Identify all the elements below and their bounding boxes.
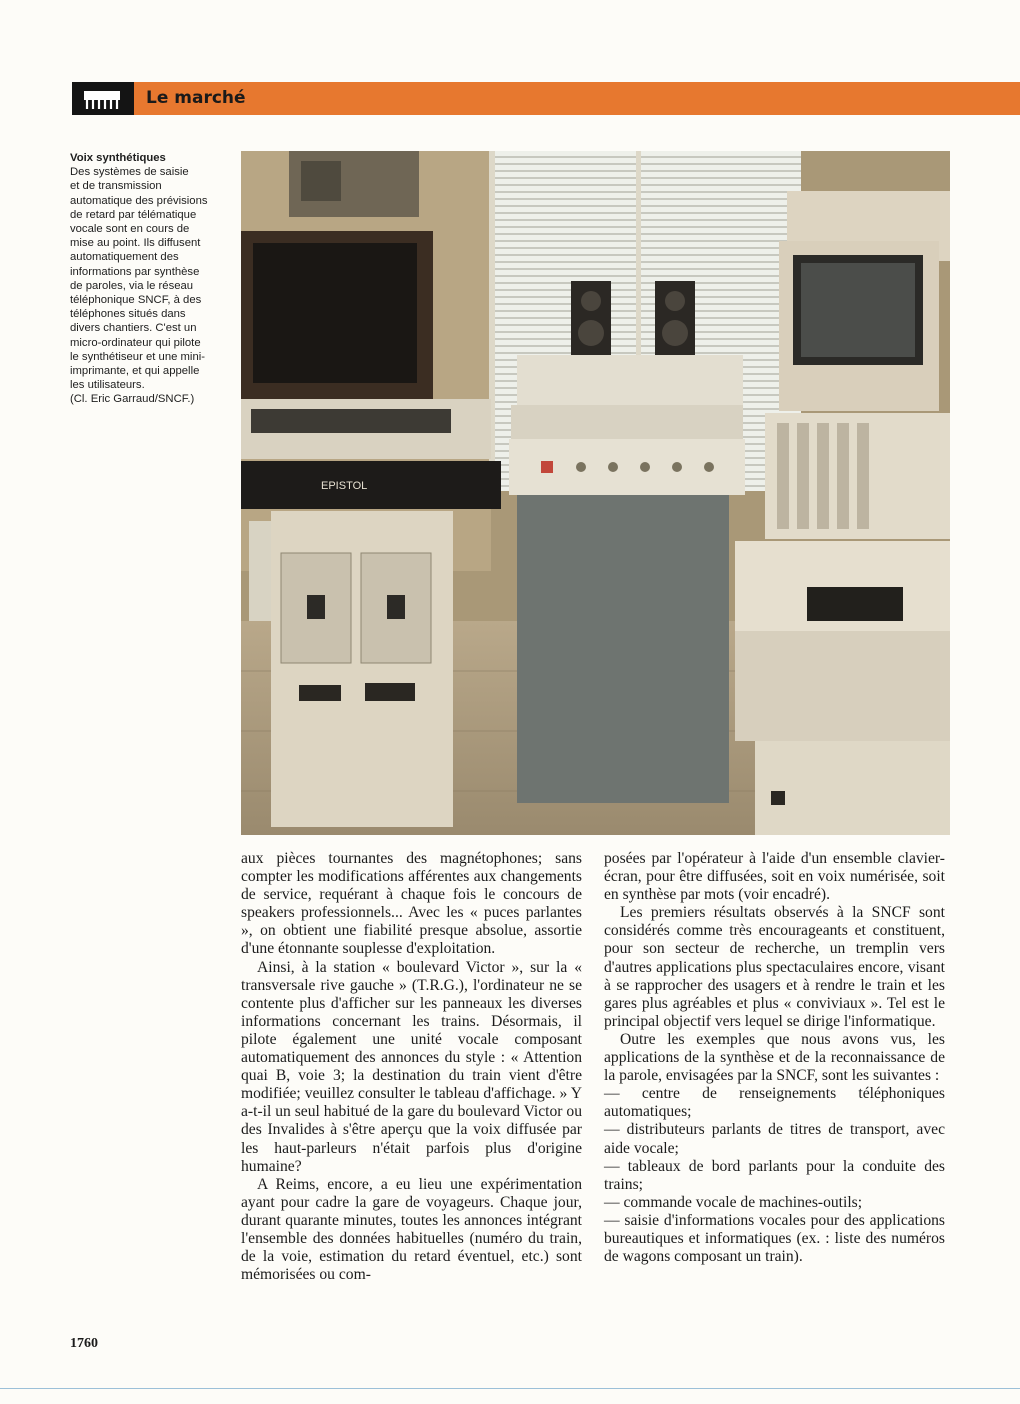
caption-line: divers chantiers. C'est un (70, 322, 197, 335)
chip-icon (72, 82, 134, 115)
paragraph: A Reims, encore, a eu lieu une expérimentation ayant pour cadre la gare de voyageurs. Chaque jour, durant quarante minutes, toutes les annonces intégrant l'ensemble des données habituelles (numéro du train, de la voie, estimation du retard éventuel, etc.) sont mémorisées ou com- (241, 1175, 582, 1284)
caption-line: mise au point. Ils diffusent (70, 237, 201, 250)
list-item: — distributeurs parlants de titres de transport, avec aide vocale; (604, 1121, 945, 1157)
caption-line: informations par synthèse (70, 265, 200, 278)
page-number: 1760 (70, 1336, 98, 1351)
caption-line: de paroles, via le réseau (70, 279, 194, 292)
caption-line: automatiquement des (70, 251, 179, 264)
caption-line: Des systèmes de saisie (70, 166, 189, 179)
list-item: — commande vocale de machines-outils; (604, 1193, 863, 1211)
article-column-right (604, 850, 945, 1266)
list-item: — centre de renseignements téléphoniques automatiques; (604, 1085, 945, 1121)
list-item: — saisie d'informations vocales pour des applications bureautiques et informatiques (ex. : liste des numéros de wagons composant un train). (604, 1211, 945, 1266)
paragraph: posées par l'opérateur à l'aide d'un ensemble clavier-écran, pour être diffusées, soit en voix numérisée, soit en synthèse par mots (voir encadré). (604, 850, 945, 904)
caption-line: le synthétiseur et une mini- (70, 350, 206, 363)
paragraph: Outre les exemples que nous avons vus, les applications de la synthèse et de la reconnaissance de la parole, envisagées par la SNCF, sont les suivantes : (604, 1030, 945, 1085)
caption-line: téléphonique SNCF, à des (70, 294, 202, 307)
caption-line: les utilisateurs. (70, 379, 145, 392)
caption-line: imprimante, et qui appelle (70, 365, 200, 378)
caption-line: et de transmission (70, 180, 162, 193)
caption-line: téléphones situés dans (70, 308, 186, 321)
caption-line: vocale sont en cours de (70, 223, 190, 236)
section-title: Le marché (146, 88, 246, 108)
article-column-left (241, 850, 582, 1284)
caption-line: de retard par télématique (70, 208, 197, 221)
paragraph: Ainsi, à la station « boulevard Victor », sur la « transversale rive gauche » (T.R.G.), l'ordinateur ne se contente plus d'afficher sur les panneaux les diverses informations concernant les trains. Désormais, il pilote également une unité vocale composant automatiquement des annonces du style : « Attention quai B, voie 3; la destination du train vient d'être modifiée; veuillez consulter le tableau d'affichage. » Y a-t-il un seul habitué de la gare du boulevard Victor ou des Invalides à s'être aperçu que la voix diffusée par les haut-parleurs n'était parfois plus d'origine humaine? (241, 958, 582, 1175)
caption-line: automatique des prévisions (70, 194, 208, 207)
photo-caption (70, 151, 232, 407)
paragraph: Les premiers résultats observés à la SNCF sont considérés comme très encourageants et constituent, pour son secteur de recherche, un tremplin vers d'autres applications plus spectaculaires encore, visant à se rapprocher des usagers et à rendre le train et les gares plus agréables et plus « conviviaux ». Tel est le principal objectif vers lequel se dirige l'informatique. (604, 904, 945, 1030)
paragraph: aux pièces tournantes des magnétophones; sans compter les modifications afférentes aux changements de service, requérant à chaque fois le concours de speakers professionnels... Avec les « puces parlantes », on obtient une fiabilité presque absolue, assortie d'une étonnante souplesse d'exploitation. (241, 850, 582, 958)
list-item: — tableaux de bord parlants pour la conduite des trains; (604, 1157, 945, 1193)
page-edge-rule (0, 1388, 1020, 1389)
caption-credit: (Cl. Eric Garraud/SNCF.) (70, 393, 195, 406)
caption-line: micro-ordinateur qui pilote (70, 336, 201, 349)
cabinet-label: EPISTOL (321, 480, 368, 492)
equipment-photo (241, 151, 950, 835)
caption-title: Voix synthétiques (70, 152, 166, 164)
